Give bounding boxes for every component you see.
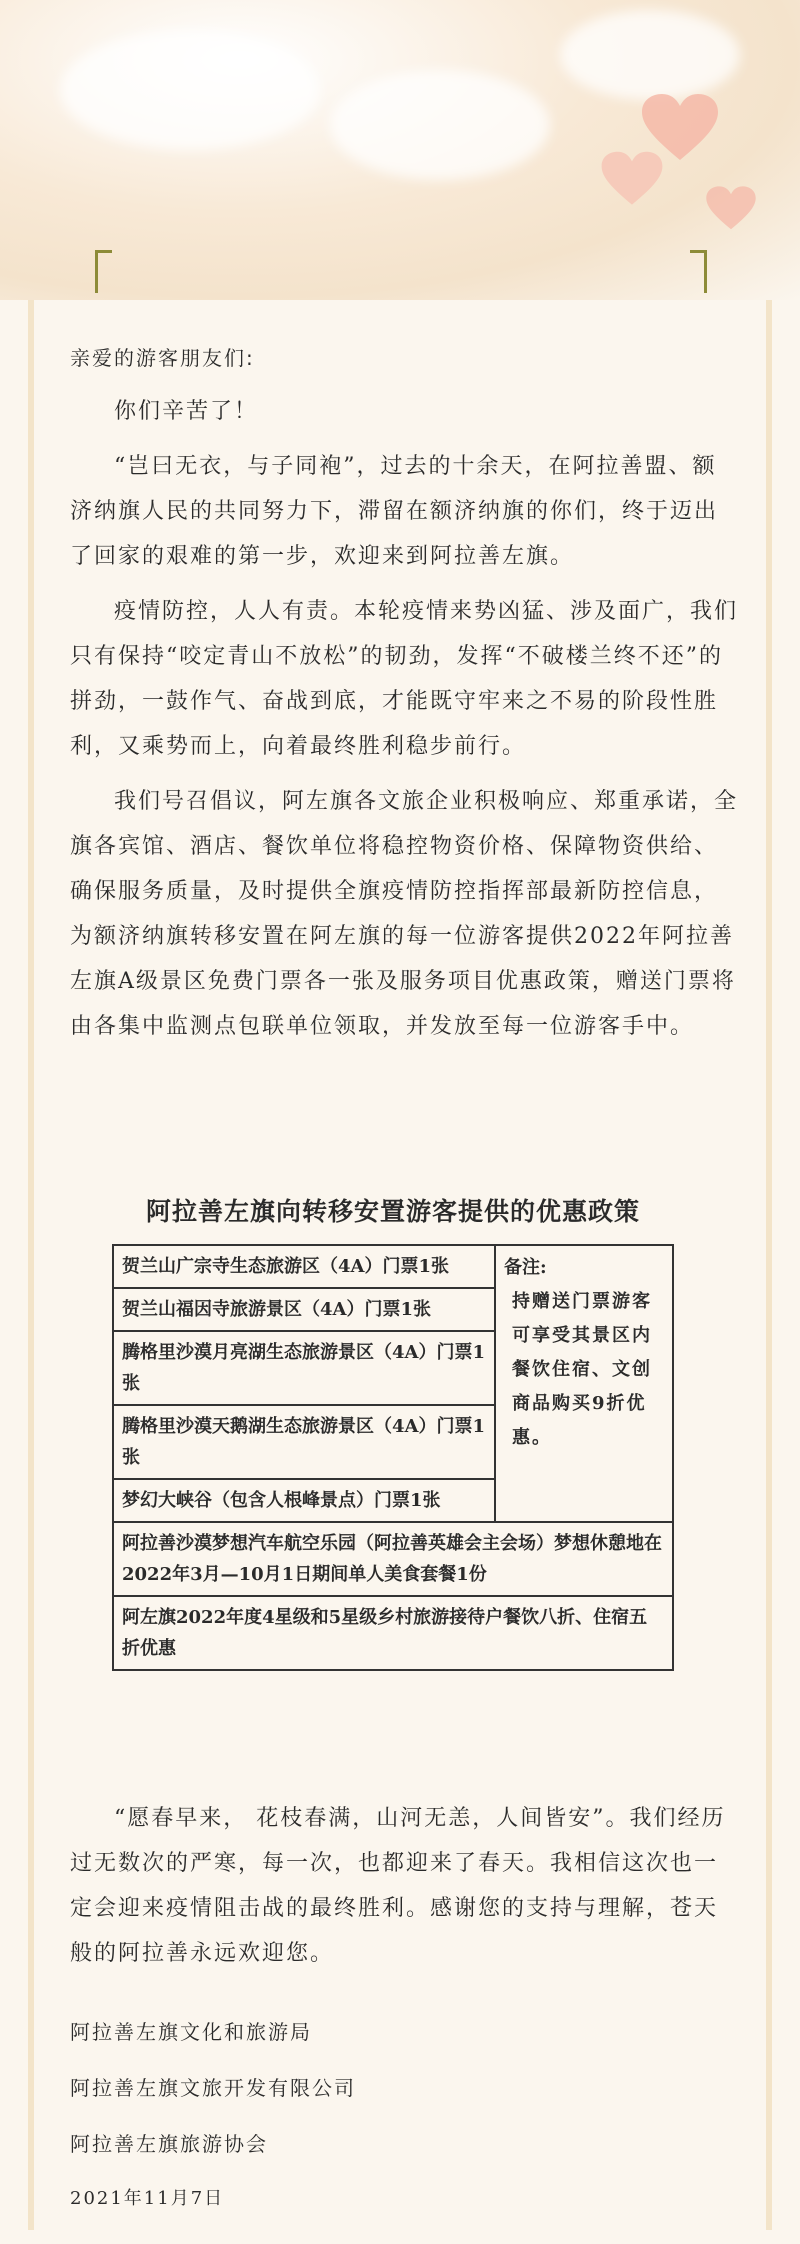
ticket-item: 腾格里沙漠天鹅湖生态旅游景区（4A）门票1张 — [114, 1405, 494, 1479]
closing-section — [70, 1796, 740, 1976]
heart-icon — [705, 185, 757, 232]
policy-table — [112, 1244, 674, 1671]
signature-tourism-company: 阿拉善左旗文旅开发有限公司 — [70, 2076, 356, 2100]
side-border-right — [766, 300, 772, 2230]
heart-icon — [600, 150, 664, 208]
paragraph-prevention: 疫情防控，人人有责。本轮疫情来势凶猛、涉及面广，我们只有保持“咬定青山不放松”的韧劲，发挥“不破楼兰终不还”的拼劲，一鼓作气、奋战到底，才能既守牢来之不易的阶段性胜利，又乘势而上，向着最终胜利稳步前行。 — [70, 599, 739, 759]
ticket-list-cell — [113, 1245, 495, 1522]
ticket-item: 贺兰山福因寺旅游景区（4A）门票1张 — [114, 1288, 494, 1331]
paragraph-thanks: 你们辛苦了！ — [114, 399, 259, 424]
paragraph-initiative: 我们号召倡议，阿左旗各文旅企业积极响应、郑重承诺，全旗各宾馆、酒店、餐饮单位将稳控物资价格、保障物资供给、确保服务质量，及时提供全旗疫情防控指挥部最新防控信息，为额济纳旗转移安置在阿左旗的每一位游客提供2022年阿拉善左旗A级景区免费门票各一张及服务项目优惠政策，赠送门票将由各集中监测点包联单位领取，并发放至每一位游客手中。 — [70, 789, 739, 1039]
note-cell — [495, 1245, 673, 1522]
table-title: 阿拉善左旗向转移安置游客提供的优惠政策 — [145, 1197, 640, 1226]
policy-row-rural-tourism: 阿左旗2022年度4星级和5星级乡村旅游接待户餐饮八折、住宿五折优惠 — [113, 1596, 673, 1670]
ticket-item: 腾格里沙漠月亮湖生态旅游景区（4A）门票1张 — [114, 1331, 494, 1405]
greeting: 亲爱的游客朋友们: — [70, 346, 255, 370]
letter-body — [70, 336, 740, 1049]
signature-tourism-association: 阿拉善左旗旅游协会 — [70, 2132, 268, 2156]
cloud-decoration — [60, 30, 320, 150]
signature-culture-bureau: 阿拉善左旗文化和旅游局 — [70, 2020, 312, 2044]
cloud-decoration — [560, 10, 740, 100]
ticket-item: 梦幻大峡谷（包含人根峰景点）门票1张 — [122, 1490, 441, 1511]
policy-row-dining-park: 阿拉善沙漠梦想汽车航空乐园（阿拉善英雄会主会场）梦想休憩地在2022年3月—10月1日期间单人美食套餐1份 — [113, 1522, 673, 1596]
closing-paragraph: “愿春早来， 花枝春满，山河无恙，人间皆安”。我们经历过无数次的严寒，每一次，也都迎来了春天。我相信这次也一定会迎来疫情阻击战的最终胜利。感谢您的支持与理解，苍天般的阿拉善永远欢迎您。 — [70, 1806, 726, 1966]
note-title: 备注: — [504, 1257, 547, 1278]
policy-table-section — [112, 1192, 674, 1671]
ticket-item: 贺兰山广宗寺生态旅游区（4A）门票1张 — [114, 1246, 494, 1288]
frame-corner-right — [690, 250, 707, 293]
paragraph-welcome: “岂曰无衣，与子同袍”，过去的十余天，在阿拉善盟、额济纳旗人民的共同努力下，滞留在额济纳旗的你们，终于迈出了回家的艰难的第一步，欢迎来到阿拉善左旗。 — [70, 454, 719, 569]
frame-corner-left — [95, 250, 112, 293]
note-text: 持赠送门票游客可享受其景区内餐饮住宿、文创商品购买9折优惠。 — [512, 1291, 652, 1448]
letter-date: 2021年11月7日 — [70, 2188, 225, 2209]
side-border-left — [28, 300, 34, 2230]
cloud-decoration — [330, 70, 550, 180]
